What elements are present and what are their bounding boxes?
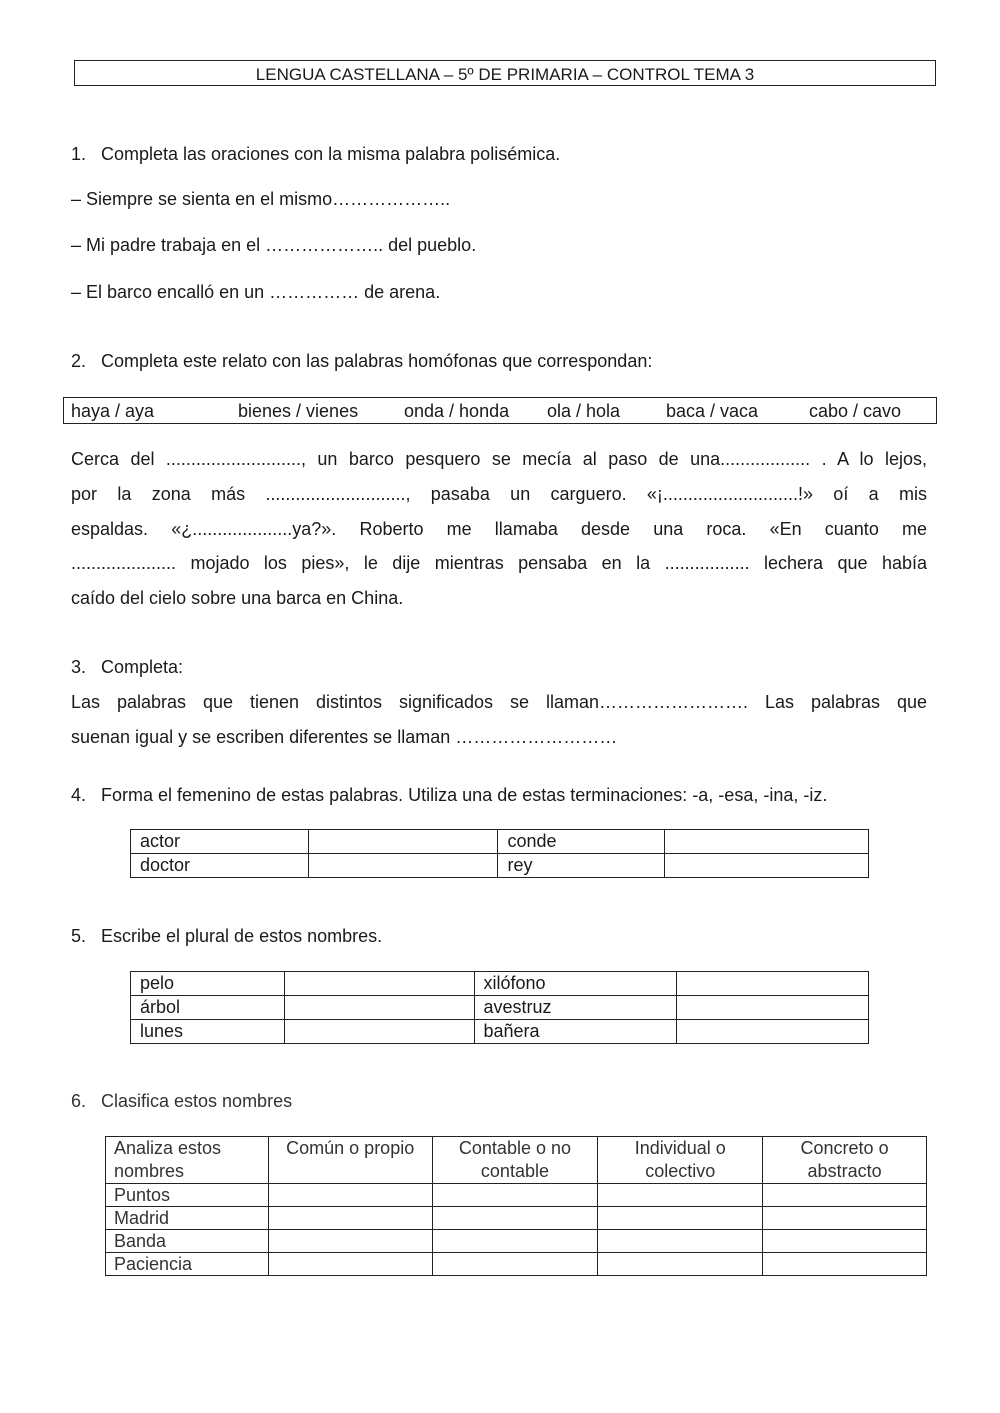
answer-cell[interactable] (284, 996, 474, 1020)
question-2-number: 2. (71, 351, 87, 371)
question-6-number: 6. (71, 1091, 87, 1111)
word-cell: árbol (131, 996, 285, 1020)
story-line: por la zona más ............................, pasaba un carguero. «¡...........................!» oí a mis (71, 483, 927, 504)
question-4 (71, 785, 827, 806)
word-cell: rey (498, 854, 665, 878)
column-header: Común o propio (268, 1137, 432, 1184)
question-1 (71, 144, 560, 165)
answer-cell[interactable] (677, 972, 869, 996)
question-6 (71, 1091, 292, 1112)
word-pair: onda / honda (404, 401, 510, 421)
answer-cell[interactable] (268, 1230, 432, 1253)
question-5 (71, 926, 382, 947)
answer-cell[interactable] (432, 1207, 598, 1230)
word-cell: xilófono (474, 972, 677, 996)
answer-cell[interactable] (598, 1207, 763, 1230)
plural-table (130, 971, 869, 1044)
answer-cell[interactable] (308, 854, 498, 878)
word-cell: conde (498, 830, 665, 854)
word-pair: baca / vaca (666, 401, 759, 421)
answer-cell[interactable] (763, 1230, 927, 1253)
q3-line: suenan igual y se escriben diferentes se llaman ……………………… (71, 726, 618, 747)
table-row (106, 1230, 927, 1253)
q2-story-text (71, 442, 927, 616)
answer-cell[interactable] (432, 1230, 598, 1253)
story-line: ..................... mojado los pies», le dije mientras pensaba en la ................. lechera que había (71, 553, 927, 574)
answer-cell[interactable] (308, 830, 498, 854)
answer-cell[interactable] (763, 1184, 927, 1207)
question-2 (71, 351, 652, 372)
question-4-prompt: Forma el femenino de estas palabras. Utiliza una de estas terminaciones: -a, -esa, -ina, -iz. (101, 785, 828, 805)
q3-text (71, 685, 927, 755)
q1-sentence-3: – El barco encalló en un …………… de arena. (71, 282, 441, 302)
q1-sentence-2: – Mi padre trabaja en el ……………….. del pueblo. (71, 235, 477, 255)
story-line: caído del cielo sobre una barca en China. (71, 588, 404, 609)
answer-cell[interactable] (665, 854, 869, 878)
column-header: Concreto o abstracto (763, 1137, 927, 1184)
table-row (131, 1020, 869, 1044)
answer-cell[interactable] (598, 1253, 763, 1276)
question-1-number: 1. (71, 144, 87, 164)
word-cell: lunes (131, 1020, 285, 1044)
table-row (131, 830, 869, 854)
story-line: Cerca del ..........................., un barco pesquero se mecía al paso de una.................. . A lo lejos, (71, 449, 927, 469)
word-cell: avestruz (474, 996, 677, 1020)
word-pair: ola / hola (547, 401, 621, 421)
question-1-prompt: Completa las oraciones con la misma palabra polisémica. (101, 144, 561, 164)
answer-cell[interactable] (284, 972, 474, 996)
noun-cell: Puntos (106, 1184, 269, 1207)
table-row (131, 854, 869, 878)
answer-cell[interactable] (665, 830, 869, 854)
table-row (106, 1207, 927, 1230)
question-5-number: 5. (71, 926, 87, 946)
noun-cell: Banda (106, 1230, 269, 1253)
question-3-number: 3. (71, 657, 87, 677)
q1-sentence-1: – Siempre se sienta en el mismo……………….. (71, 189, 451, 209)
answer-cell[interactable] (268, 1207, 432, 1230)
table-row (106, 1184, 927, 1207)
table-header-row (106, 1137, 927, 1184)
answer-cell[interactable] (432, 1184, 598, 1207)
answer-cell[interactable] (432, 1253, 598, 1276)
table-row (106, 1253, 927, 1276)
word-cell: pelo (131, 972, 285, 996)
feminine-table (130, 829, 869, 878)
answer-cell[interactable] (677, 1020, 869, 1044)
question-5-prompt: Escribe el plural de estos nombres. (101, 926, 383, 946)
word-pair: haya / aya (71, 401, 155, 421)
answer-cell[interactable] (763, 1253, 927, 1276)
column-header: Analiza estos nombres (106, 1137, 269, 1184)
column-header: Individual o colectivo (598, 1137, 763, 1184)
question-6-prompt: Clasifica estos nombres (101, 1091, 293, 1111)
question-4-number: 4. (71, 785, 87, 805)
question-3 (71, 657, 183, 678)
noun-cell: Paciencia (106, 1253, 269, 1276)
page-title: LENGUA CASTELLANA – 5º DE PRIMARIA – CONTROL TEMA 3 (74, 60, 936, 86)
answer-cell[interactable] (284, 1020, 474, 1044)
q3-line: Las palabras que tienen distintos significados se llaman……………………. Las palabras que (71, 692, 927, 712)
answer-cell[interactable] (598, 1184, 763, 1207)
answer-cell[interactable] (763, 1207, 927, 1230)
word-pair: bienes / vienes (238, 401, 359, 421)
answer-cell[interactable] (598, 1230, 763, 1253)
word-pair: cabo / cavo (809, 401, 902, 421)
column-header: Contable o no contable (432, 1137, 598, 1184)
word-cell: bañera (474, 1020, 677, 1044)
table-row (131, 996, 869, 1020)
answer-cell[interactable] (677, 996, 869, 1020)
word-cell: actor (131, 830, 309, 854)
table-row (131, 972, 869, 996)
homophone-word-box (63, 397, 937, 424)
noun-cell: Madrid (106, 1207, 269, 1230)
answer-cell[interactable] (268, 1184, 432, 1207)
question-2-prompt: Completa este relato con las palabras homófonas que correspondan: (101, 351, 653, 371)
word-cell: doctor (131, 854, 309, 878)
question-3-prompt: Completa: (101, 657, 184, 677)
story-line: espaldas. «¿....................ya?». Roberto me llamaba desde una roca. «En cuanto me (71, 518, 927, 539)
classify-table (105, 1136, 927, 1276)
answer-cell[interactable] (268, 1253, 432, 1276)
